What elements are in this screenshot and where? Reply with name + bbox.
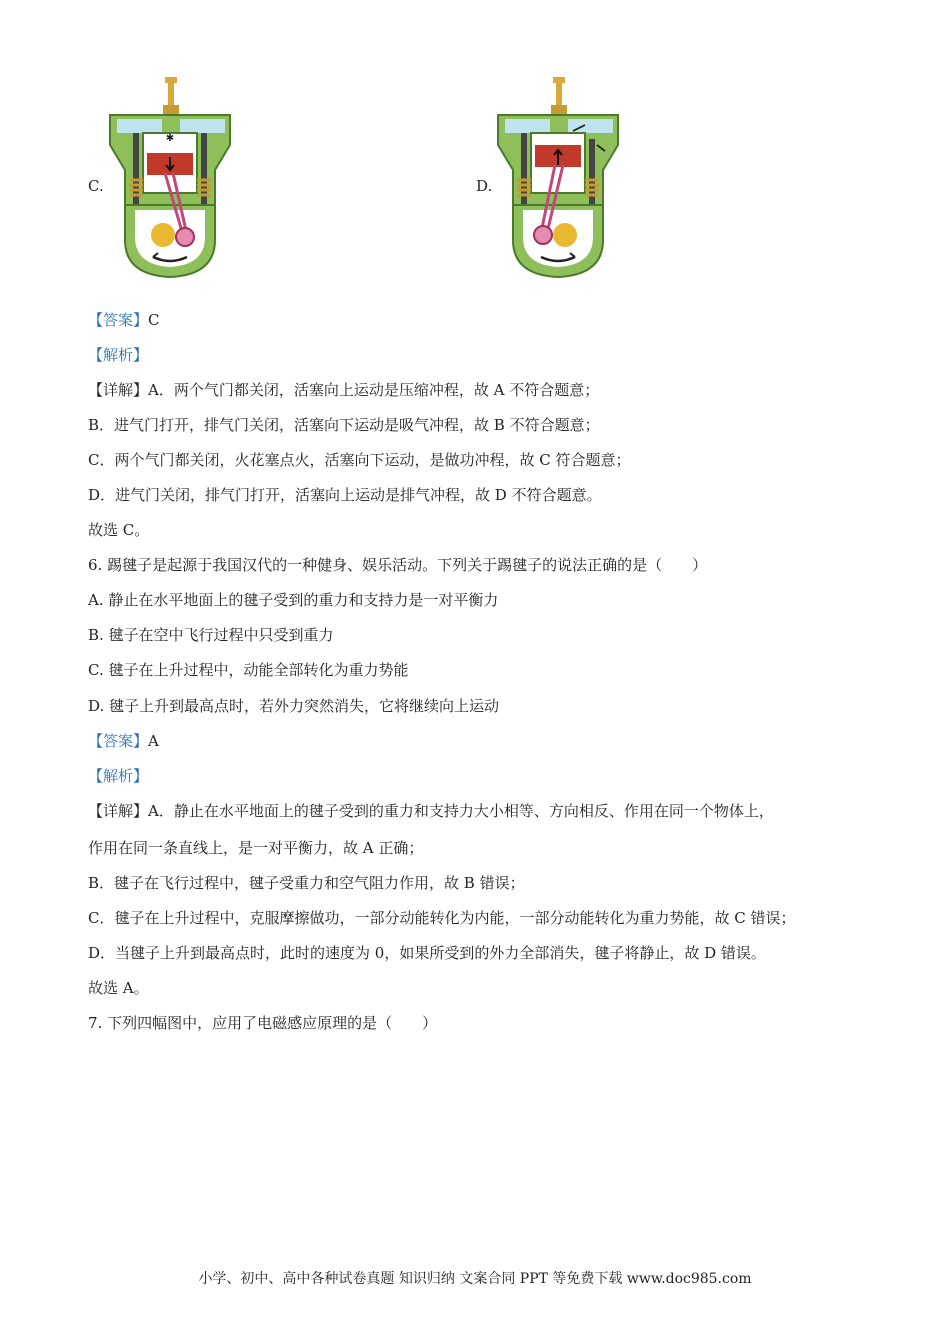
q6-line-d: D．当毽子上升到最高点时，此时的速度为 0，如果所受到的外力全部消失，毽子将静止，故 D 错误。 [88,944,766,962]
q6-stem: 6. 踢毽子是起源于我国汉代的一种健身、娱乐活动。下列关于踢毽子的说法正确的是（ ） [88,556,708,574]
q5-detail-line [88,380,599,400]
q6-answer [88,731,159,751]
page-footer: 小学、初中、高中各种试卷真题 知识归纳 文案合同 PPT 等免费下载 www.doc985.com [198,1271,752,1287]
answer-tag: 【答案】 [88,732,149,750]
answer-value: C [148,311,160,329]
q5-line-d: D．进气门关闭，排气门打开，活塞向上运动是排气冲程，故 D 不符合题意。 [88,486,602,504]
option-d-label: D. [476,177,493,195]
answer-value: A [148,732,159,750]
detail-tag: 【详解】 [88,381,149,399]
engine-diagram-c [105,75,235,280]
q5-line-b: B．进气门打开，排气门关闭，活塞向下运动是吸气冲程，故 B 不符合题意； [88,416,600,434]
q6-analysis-tag: 【解析】 [88,767,149,785]
q6-conclusion: 故选 A。 [88,979,149,997]
q6-line-b: B．毽子在飞行过程中，毽子受重力和空气阻力作用，故 B 错误； [88,874,525,892]
detail-tag: 【详解】 [88,802,149,820]
q5-answer [88,310,160,330]
q6-option-b: B. 毽子在空中飞行过程中只受到重力 [88,626,334,644]
answer-tag: 【答案】 [88,311,149,329]
q7-stem: 7. 下列四幅图中，应用了电磁感应原理的是（ ） [88,1014,438,1032]
q6-detail-line [88,801,774,821]
q6-line-c: C．毽子在上升过程中，克服摩擦做功，一部分动能转化为内能，一部分动能转化为重力势能，故 C 错误； [88,909,796,927]
q6-option-c: C. 毽子在上升过程中，动能全部转化为重力势能 [88,661,409,679]
detail-text: A．两个气门都关闭，活塞向上运动是压缩冲程，故 A 不符合题意； [148,381,600,399]
q6-option-a: A. 静止在水平地面上的毽子受到的重力和支持力是一对平衡力 [88,591,499,609]
q5-conclusion: 故选 C。 [88,521,150,539]
svg-text:✱: ✱ [165,133,175,144]
q5-analysis-tag: 【解析】 [88,346,149,364]
q6-option-d: D. 毽子上升到最高点时，若外力突然消失，它将继续向上运动 [88,697,500,715]
q5-line-c: C．两个气门都关闭，火花塞点火，活塞向下运动，是做功冲程，故 C 符合题意； [88,451,631,469]
detail-text: A．静止在水平地面上的毽子受到的重力和支持力大小相等、方向相反、作用在同一个物体上， [148,802,774,820]
option-c-label: C. [88,177,104,195]
engine-diagram-d [493,75,623,280]
q6-line-a-cont: 作用在同一条直线上，是一对平衡力，故 A 正确； [88,839,424,857]
